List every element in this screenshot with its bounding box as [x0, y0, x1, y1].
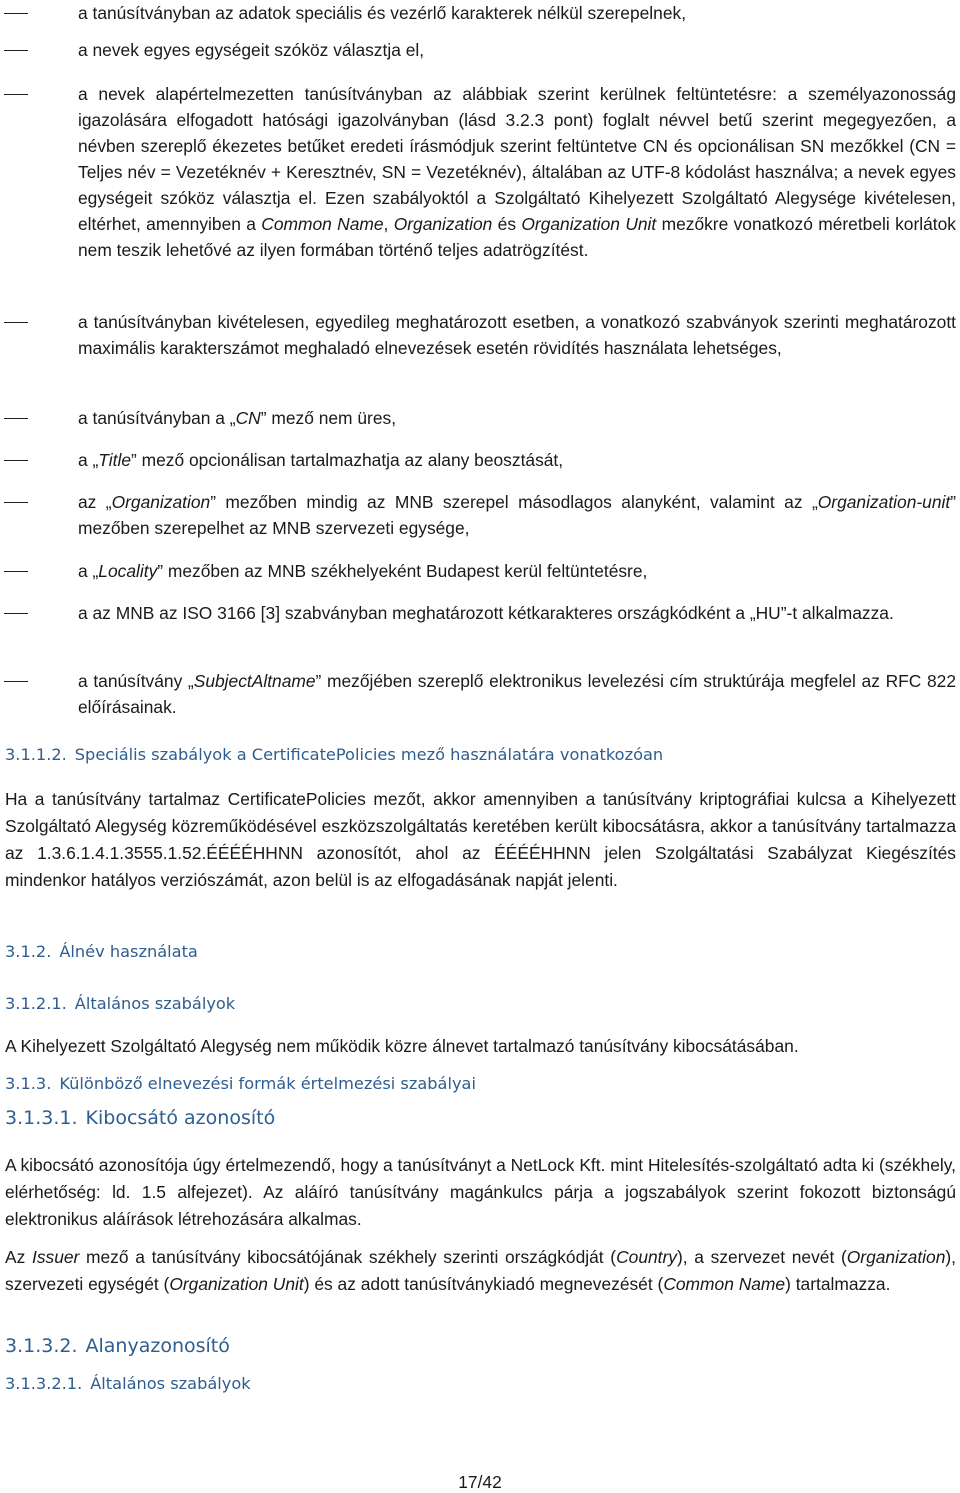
paragraph-certificate-policies: Ha a tanúsítvány tartalmaz CertificatePolicies mezőt, akkor amennyiben a tanúsítvány kriptográfiai kulcsa a Kihelyezett Szolgáltató Alegység közreműködésével eszközszolgáltatás keretében került kibocsátásra, akkor a tanúsítvány tartalmazza az 1.3.6.1.4.1.3555.1.52.ÉÉÉÉHHNN azonosítót, ahol az ÉÉÉÉHHNN jelen Szolgáltatási Szabályzat Kiegészítés mindenkor hatályos verziószámát, azon belül is az elfogadásának napját jelenti. [5, 789, 956, 890]
text-run: és [492, 214, 522, 234]
italic-term: Organization Unit [169, 1274, 304, 1294]
text-run: mező a tanúsítvány kibocsátójának székhely szerinti országkódját ( [79, 1247, 617, 1267]
text-run: a tanúsítványban a „ [78, 408, 236, 428]
italic-term: Locality [98, 561, 158, 581]
italic-term: CN [235, 408, 261, 428]
text-run: a tanúsítványban az adatok speciális és vezérlő karakterek nélkül szerepelnek, [78, 3, 687, 23]
section-number: 3.1.3.2.1. [5, 1374, 83, 1393]
section-heading [5, 1374, 251, 1393]
italic-term: Country [616, 1247, 677, 1267]
section-number: 3.1.3.1. [5, 1107, 78, 1129]
section-heading [5, 942, 198, 961]
section-heading [5, 745, 663, 764]
text-run: ) tartalmazza. [785, 1274, 891, 1294]
section-number: 3.1.3.2. [5, 1335, 78, 1357]
section-title: Alanyazonosító [85, 1335, 230, 1357]
paragraph-kibocsato: A kibocsátó azonosítója úgy értelmezendő, hogy a tanúsítványt a NetLock Kft. mint Hitelesítés-szolgáltató adta ki (székhely, elérhetőség: ld. 1.5 alfejezet). Az aláíró tanúsítvány magánkulcs párja a jogszabályok szerint fokozott biztonságú elektronikus aláírások létrehozására alkalmas. [5, 1155, 956, 1229]
text-run: ), a szervezet nevét ( [677, 1247, 847, 1267]
italic-term: Organization-unit [817, 492, 951, 512]
list-item-text [78, 558, 956, 584]
italic-term: Common Name [261, 214, 384, 234]
text-run: ” mezőben az MNB székhelyeként Budapest kerül feltüntetésre, [157, 561, 648, 581]
text-run: a nevek egyes egységeit szóköz választja el, [78, 40, 425, 60]
text-run: a tanúsítványban kivételesen, egyedileg meghatározott esetben, a vonatkozó szabványok szerinti meghatározott maximális karakterszámot meghaladó elnevezések esetén rövidítés használata lehetséges, [78, 312, 956, 358]
italic-term: SubjectAltname [193, 671, 316, 691]
section-title: Speciális szabályok a CertificatePolicies mező használatára vonatkozóan [74, 745, 664, 764]
section-number: 3.1.2.1. [5, 994, 67, 1013]
dash-bullet-icon [4, 50, 28, 51]
italic-term: Title [98, 450, 131, 470]
section-title: Általános szabályok [90, 1374, 251, 1393]
list-item-text [78, 447, 956, 473]
italic-term: Organization [111, 492, 211, 512]
italic-term: Organization Unit [521, 214, 657, 234]
text-run: ) és az adott tanúsítványkiadó megnevezését ( [303, 1274, 664, 1294]
text-run: a az MNB az ISO 3166 [3] szabványban meghatározott kétkarakteres országkódként a „HU”-t alkalmazza. [78, 603, 894, 623]
italic-term: Common Name [663, 1274, 786, 1294]
list-item-text [78, 489, 956, 541]
text-run: Az [5, 1247, 32, 1267]
paragraph-alnev: A Kihelyezett Szolgáltató Alegység nem működik közre álnevet tartalmazó tanúsítvány kibocsátásában. [5, 1036, 799, 1056]
text-run: a tanúsítvány „ [78, 671, 194, 691]
page-number: 17/42 [458, 1472, 502, 1492]
dash-bullet-icon [4, 322, 28, 323]
text-run: a „ [78, 450, 99, 470]
italic-term: Organization [846, 1247, 946, 1267]
text-run: a nevek alapértelmezetten tanúsítványban az alábbiak szerint kerülnek feltüntetésre: a személyazonosság igazolására elfogadott hatósági igazolványban (lásd 3.2.3 pont) foglalt névvel betű szerint megegyezően, a névben szereplő ékezetes betűket eredeti írásmódjuk szerint feltüntetve CN és opcionálisan SN mezőkkel (CN = Teljes név = Vezetéknév + Keresztnév, SN = Vezetéknév), általában az UTF-8 kódolást használva; a nevek egyes egységeit szóköz választja el. Ezen szabályoktól a Szolgáltató Kihelyezett Szolgáltató Alegysége kivételesen, eltérhet, amennyiben a [78, 84, 956, 234]
text-run: ” mezőben szerepelhet az MNB szervezeti egysége, [78, 492, 956, 538]
dash-bullet-icon [4, 681, 28, 682]
section-number: 3.1.2. [5, 942, 52, 961]
list-item-text [78, 81, 956, 263]
dash-bullet-icon [4, 13, 28, 14]
list-item-text [78, 668, 956, 720]
text-run: mezőkre vonatkozó méretbeli korlátok nem teszik lehetővé az ilyen formában történő teljes adatrögzítést. [78, 214, 956, 260]
italic-term: Organization [393, 214, 493, 234]
dash-bullet-icon [4, 460, 28, 461]
section-title: Kibocsátó azonosító [85, 1107, 276, 1129]
section-title: Álnév használata [59, 942, 198, 961]
dash-bullet-icon [4, 502, 28, 503]
dash-bullet-icon [4, 94, 28, 95]
text-run: ” mező opcionálisan tartalmazhatja az alany beosztását, [131, 450, 564, 470]
list-item-text [78, 309, 956, 361]
text-run: az „ [78, 492, 112, 512]
section-title: Különböző elnevezési formák értelmezési szabályai [59, 1074, 476, 1093]
section-title: Általános szabályok [74, 994, 236, 1013]
list-item-text [78, 37, 956, 63]
section-heading [5, 1107, 275, 1129]
section-number: 3.1.1.2. [5, 745, 67, 764]
italic-term: Issuer [31, 1247, 80, 1267]
section-number: 3.1.3. [5, 1074, 52, 1093]
list-item-text [78, 405, 956, 431]
text-run: ” mezőjében szereplő elektronikus levelezési cím struktúrája megfelel az RFC 822 előírásainak. [78, 671, 956, 717]
list-item-text [78, 600, 956, 626]
text-run: , [383, 214, 394, 234]
section-heading [5, 1074, 476, 1093]
dash-bullet-icon [4, 418, 28, 419]
section-heading [5, 1335, 230, 1357]
paragraph-issuer [5, 1244, 956, 1298]
text-run: a „ [78, 561, 99, 581]
text-run: ” mezőben mindig az MNB szerepel másodlagos alanyként, valamint az „ [210, 492, 818, 512]
list-item-text [78, 0, 956, 26]
section-heading [5, 994, 235, 1013]
dash-bullet-icon [4, 571, 28, 572]
dash-bullet-icon [4, 613, 28, 614]
text-run: ), szervezeti egységét ( [5, 1247, 956, 1294]
text-run: ” mező nem üres, [260, 408, 397, 428]
